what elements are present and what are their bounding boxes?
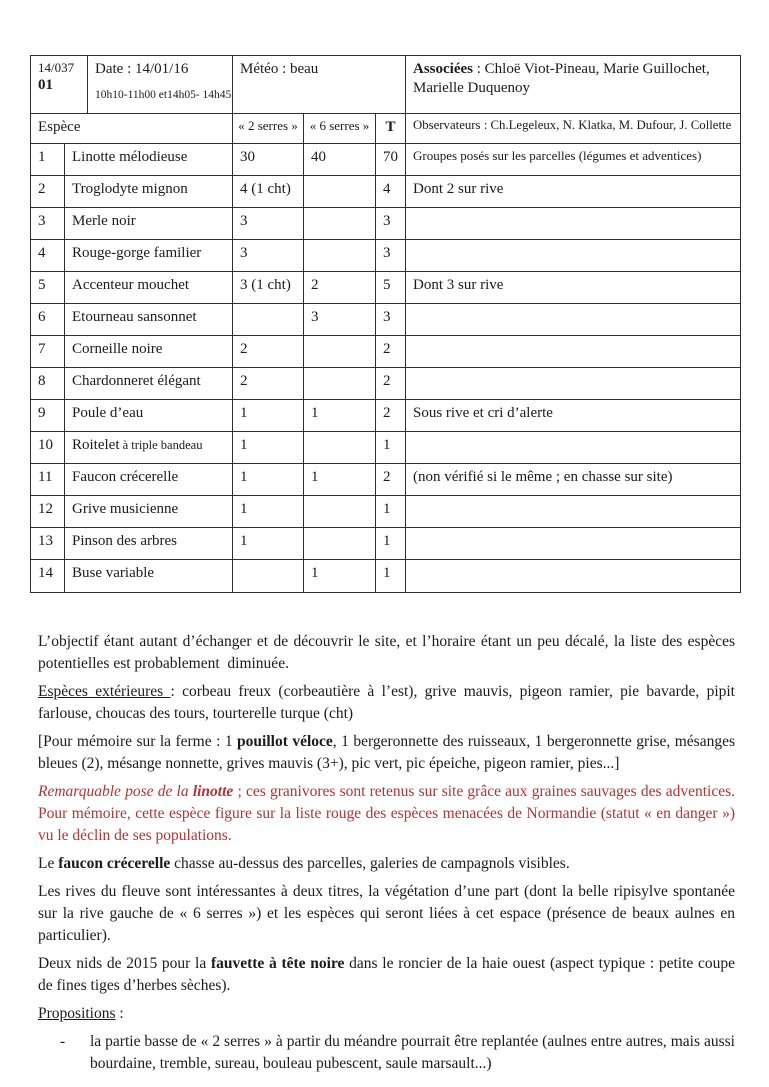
total-cell: 4 — [376, 176, 406, 208]
species-cell: Merle noir — [65, 208, 233, 240]
count-2serres-cell: 1 — [233, 400, 304, 432]
species-cell: Corneille noire — [65, 336, 233, 368]
row-number-cell: 3 — [31, 208, 65, 240]
count-6serres-cell: 2 — [304, 272, 376, 304]
total-cell: 70 — [376, 144, 406, 176]
count-6serres-cell — [304, 432, 376, 464]
species-cell: Roitelet à triple bandeau — [65, 432, 233, 464]
count-2serres-cell: 3 — [233, 208, 304, 240]
species-table — [30, 55, 741, 593]
species-cell: Poule d’eau — [65, 400, 233, 432]
observation-cell — [406, 304, 740, 336]
count-6serres-cell — [304, 240, 376, 272]
col-espece: Espèce — [31, 114, 233, 144]
total-cell: 1 — [376, 560, 406, 592]
report-text — [38, 631, 735, 1081]
observation-cell — [406, 432, 740, 464]
paragraph-objectif: L’objectif étant autant d’échanger et de découvrir le site, et l’horaire étant un peu décalé, la liste des espèces potentielles est probablement diminuée. — [38, 633, 735, 672]
count-2serres-cell: 30 — [233, 144, 304, 176]
paragraph-especes-exterieures: Espèces extérieures : corbeau freux (corbeautière à l’est), grive mauvis, pigeon ramier, pie bavarde, pipit farlouse, choucas des tours, tourterelle turque (cht) — [38, 683, 735, 722]
total-cell: 2 — [376, 368, 406, 400]
table-row — [31, 400, 740, 432]
row-number-cell: 11 — [31, 464, 65, 496]
col-2serres: « 2 serres » — [233, 114, 304, 144]
count-6serres-cell: 1 — [304, 464, 376, 496]
count-6serres-cell — [304, 496, 376, 528]
count-6serres-cell — [304, 528, 376, 560]
species-cell: Etourneau sansonnet — [65, 304, 233, 336]
observation-cell — [406, 368, 740, 400]
heading-propositions: Propositions : — [38, 1005, 124, 1022]
row-number-cell: 7 — [31, 336, 65, 368]
table-header-row-1 — [31, 56, 740, 114]
observation-cell — [406, 528, 740, 560]
table-header-row-2 — [31, 114, 740, 144]
total-cell: 2 — [376, 336, 406, 368]
count-2serres-cell — [233, 304, 304, 336]
paragraph-faucon-crecerelle: Le faucon crécerelle chasse au-dessus des parcelles, galeries de campagnols visibles. — [38, 855, 570, 872]
count-6serres-cell: 3 — [304, 304, 376, 336]
species-cell: Buse variable — [65, 560, 233, 592]
species-cell: Pinson des arbres — [65, 528, 233, 560]
paragraph-pour-memoire: [Pour mémoire sur la ferme : 1 pouillot véloce, 1 bergeronnette des ruisseaux, 1 bergeronnette grise, mésanges bleues (2), mésange nonnette, grives mauvis (3+), pic vert, pic épeiche, pigeon ramier, pies...] — [38, 733, 735, 772]
col-observateurs: Observateurs : Ch.Legeleux, N. Klatka, M. Dufour, J. Collette — [406, 114, 740, 144]
count-2serres-cell: 1 — [233, 528, 304, 560]
table-row — [31, 336, 740, 368]
observation-cell — [406, 560, 740, 592]
table-row — [31, 496, 740, 528]
observation-cell: Dont 2 sur rive — [406, 176, 740, 208]
species-cell: Grive musicienne — [65, 496, 233, 528]
ref-number: 14/037 — [38, 60, 75, 75]
count-6serres-cell — [304, 368, 376, 400]
table-row — [31, 560, 740, 592]
table-row — [31, 176, 740, 208]
count-2serres-cell: 3 — [233, 240, 304, 272]
meteo-cell: Météo : beau — [233, 56, 406, 114]
date-cell — [88, 56, 233, 114]
total-cell: 5 — [376, 272, 406, 304]
associees-cell — [406, 56, 740, 114]
row-number-cell: 9 — [31, 400, 65, 432]
species-cell: Faucon crécerelle — [65, 464, 233, 496]
table-row — [31, 272, 740, 304]
count-2serres-cell: 1 — [233, 464, 304, 496]
count-2serres-cell — [233, 560, 304, 592]
species-cell: Linotte mélodieuse — [65, 144, 233, 176]
count-2serres-cell: 2 — [233, 368, 304, 400]
table-row — [31, 464, 740, 496]
table-body — [31, 144, 740, 592]
ref-sheet-number: 01 — [38, 77, 53, 94]
paragraph-rives-du-fleuve: Les rives du fleuve sont intéressantes à deux titres, la végétation d’une part (dont la belle ripisylve spontanée sur la rive gauche de « 6 serres ») et les espèces qui seront liées à cet espace (présence de beaux aulnes en particulier). — [38, 883, 735, 944]
row-number-cell: 13 — [31, 528, 65, 560]
count-6serres-cell — [304, 176, 376, 208]
observation-cell — [406, 336, 740, 368]
species-cell: Accenteur mouchet — [65, 272, 233, 304]
row-number-cell: 2 — [31, 176, 65, 208]
bullet-marker: - — [60, 1033, 66, 1050]
table-row — [31, 528, 740, 560]
bullet-text: la partie basse de « 2 serres » à partir du méandre pourrait être replantée (aulnes entre autres, mais aussi bourdaine, tremble, sureau, bouleau pubescent, saule marsault...) — [90, 1033, 735, 1072]
date-times: 10h10-11h00 et14h05- 14h45 — [95, 88, 232, 101]
paragraph-remarquable-linotte: Remarquable pose de la linotte ; ces granivores sont retenus sur site grâce aux graines sauvages des adventices. Pour mémoire, cette espèce figure sur la liste rouge des espèces menacées de Normandie (statut « en danger ») vu le déclin de ses populations. — [38, 783, 735, 844]
count-2serres-cell: 3 (1 cht) — [233, 272, 304, 304]
count-6serres-cell: 40 — [304, 144, 376, 176]
table-row — [31, 368, 740, 400]
table-row — [31, 304, 740, 336]
observation-cell: (non vérifié si le même ; en chasse sur site) — [406, 464, 740, 496]
total-cell: 3 — [376, 240, 406, 272]
associees-label: Associées — [413, 61, 473, 77]
row-number-cell: 1 — [31, 144, 65, 176]
table-row — [31, 144, 740, 176]
row-number-cell: 5 — [31, 272, 65, 304]
row-number-cell: 6 — [31, 304, 65, 336]
count-2serres-cell: 2 — [233, 336, 304, 368]
count-2serres-cell: 1 — [233, 432, 304, 464]
species-cell: Rouge-gorge familier — [65, 240, 233, 272]
ref-cell — [31, 56, 88, 114]
total-cell: 2 — [376, 464, 406, 496]
observation-cell — [406, 240, 740, 272]
row-number-cell: 4 — [31, 240, 65, 272]
count-6serres-cell: 1 — [304, 560, 376, 592]
total-cell: 3 — [376, 304, 406, 336]
bullet-item-replantation — [38, 1031, 735, 1075]
row-number-cell: 12 — [31, 496, 65, 528]
count-6serres-cell — [304, 336, 376, 368]
count-2serres-cell: 1 — [233, 496, 304, 528]
total-cell: 1 — [376, 432, 406, 464]
row-number-cell: 8 — [31, 368, 65, 400]
species-cell: Chardonneret élégant — [65, 368, 233, 400]
associees-value: : Chloë Viot-Pineau, Marie Guillochet, Marielle Duquenoy — [413, 61, 710, 96]
paragraph-nids-fauvette: Deux nids de 2015 pour la fauvette à tête noire dans le roncier de la haie ouest (aspect typique : petite coupe de fines tiges d’herbes sèches). — [38, 955, 736, 994]
observation-cell: Groupes posés sur les parcelles (légumes et adventices) — [406, 144, 740, 176]
table-row — [31, 432, 740, 464]
count-6serres-cell — [304, 208, 376, 240]
total-cell: 3 — [376, 208, 406, 240]
table-row — [31, 240, 740, 272]
date-value: Date : 14/01/16 — [95, 61, 189, 77]
count-2serres-cell: 4 (1 cht) — [233, 176, 304, 208]
total-cell: 1 — [376, 496, 406, 528]
observation-cell: Sous rive et cri d’alerte — [406, 400, 740, 432]
observation-cell — [406, 208, 740, 240]
total-cell: 2 — [376, 400, 406, 432]
row-number-cell: 10 — [31, 432, 65, 464]
species-cell: Troglodyte mignon — [65, 176, 233, 208]
observation-cell: Dont 3 sur rive — [406, 272, 740, 304]
count-6serres-cell: 1 — [304, 400, 376, 432]
observation-cell — [406, 496, 740, 528]
total-cell: 1 — [376, 528, 406, 560]
row-number-cell: 14 — [31, 560, 65, 592]
col-total: T — [376, 114, 406, 144]
col-6serres: « 6 serres » — [304, 114, 376, 144]
table-row — [31, 208, 740, 240]
